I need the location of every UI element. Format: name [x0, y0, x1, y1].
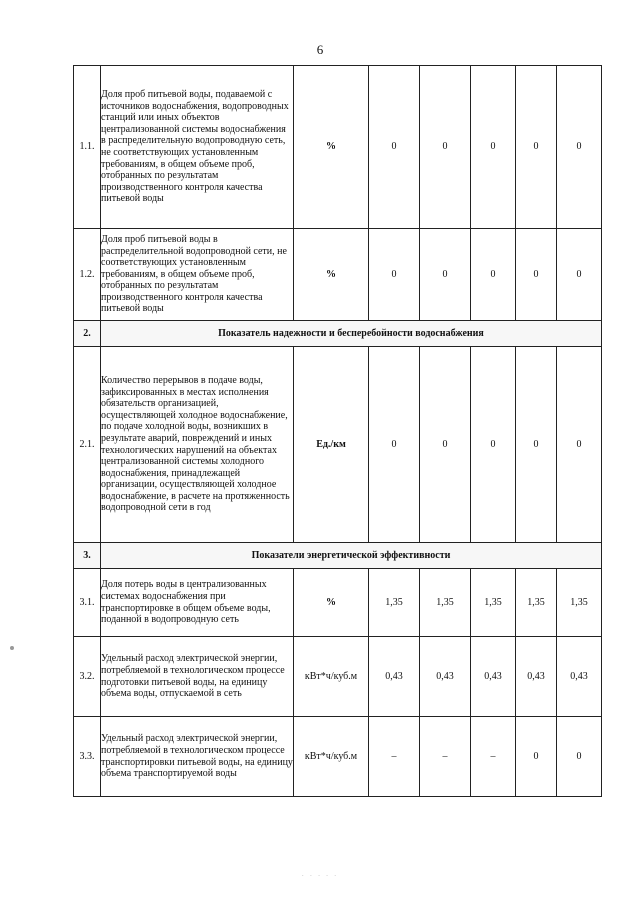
- section-row: [74, 543, 602, 569]
- unit-cell: %: [294, 569, 369, 637]
- row-number: 2.: [74, 321, 101, 347]
- value-cell: 0: [471, 229, 516, 321]
- margin-mark: [10, 646, 14, 650]
- value-cell: 0: [557, 229, 602, 321]
- section-row: [74, 321, 602, 347]
- value-cell: 0: [420, 66, 471, 229]
- value-cell: 0,43: [369, 637, 420, 717]
- indicator-row: [74, 229, 602, 321]
- row-number: 3.2.: [74, 637, 101, 717]
- value-cell: –: [420, 717, 471, 797]
- value-cell: 1,35: [420, 569, 471, 637]
- indicator-description: Доля потерь воды в централизованных системах водоснабжения при транспортировке в общем объеме воды, поданной в водопроводную сеть: [101, 569, 294, 637]
- value-cell: 0: [471, 347, 516, 543]
- row-number: 1.1.: [74, 66, 101, 229]
- indicator-row: [74, 569, 602, 637]
- value-cell: 1,35: [557, 569, 602, 637]
- row-number: 3.3.: [74, 717, 101, 797]
- indicator-description: Удельный расход электрической энергии, потребляемой в технологическом процессе подготовки питьевой воды, на единицу объема воды, отпускаемой в сеть: [101, 637, 294, 717]
- value-cell: 0,43: [516, 637, 557, 717]
- unit-cell: кВт*ч/куб.м: [294, 717, 369, 797]
- value-cell: 0: [557, 717, 602, 797]
- value-cell: 0: [557, 66, 602, 229]
- unit-cell: %: [294, 66, 369, 229]
- value-cell: 0: [369, 66, 420, 229]
- indicator-description: Удельный расход электрической энергии, потребляемой в технологическом процессе транспортировки питьевой воды, на единицу объема транспортируемой воды: [101, 717, 294, 797]
- footer-scan-marks: · · · · ·: [301, 872, 339, 880]
- section-title: Показатель надежности и бесперебойности водоснабжения: [101, 321, 602, 347]
- unit-cell: %: [294, 229, 369, 321]
- value-cell: 0: [516, 347, 557, 543]
- value-cell: 0: [557, 347, 602, 543]
- indicator-row: [74, 66, 602, 229]
- value-cell: 0: [516, 717, 557, 797]
- indicators-table: [73, 65, 602, 797]
- row-number: 1.2.: [74, 229, 101, 321]
- value-cell: 0: [369, 347, 420, 543]
- value-cell: 0: [471, 66, 516, 229]
- row-number: 3.1.: [74, 569, 101, 637]
- unit-cell: кВт*ч/куб.м: [294, 637, 369, 717]
- indicator-row: [74, 717, 602, 797]
- indicator-description: Доля проб питьевой воды, подаваемой с источников водоснабжения, водопроводных станций или иных объектов централизованной системы водоснабжения в распределительную водопроводную сеть, не соответствующих установленным требованиям, в общем объеме проб, отобранных по результатам производственного контроля качества питьевой воды: [101, 66, 294, 229]
- indicator-row: [74, 347, 602, 543]
- indicator-row: [74, 637, 602, 717]
- row-number: 3.: [74, 543, 101, 569]
- value-cell: 1,35: [369, 569, 420, 637]
- value-cell: 0: [420, 347, 471, 543]
- table-body: [74, 66, 602, 797]
- row-number: 2.1.: [74, 347, 101, 543]
- section-title: Показатели энергетической эффективности: [101, 543, 602, 569]
- value-cell: 0,43: [471, 637, 516, 717]
- value-cell: 0: [516, 229, 557, 321]
- value-cell: –: [369, 717, 420, 797]
- value-cell: 0: [516, 66, 557, 229]
- value-cell: 0: [369, 229, 420, 321]
- value-cell: 0,43: [557, 637, 602, 717]
- indicator-description: Количество перерывов в подаче воды, зафиксированных в местах исполнения обязательств организацией, осуществляющей холодное водоснабжение, по подаче холодной воды, возникших в результате аварий, повреждений и иных технологических нарушений на объектах централизованной системы холодного водоснабжения, принадлежащей организации, осуществляющей холодное водоснабжение, в расчете на протяженность водопроводной сети в год: [101, 347, 294, 543]
- value-cell: 1,35: [471, 569, 516, 637]
- page-number: 6: [316, 42, 324, 57]
- value-cell: –: [471, 717, 516, 797]
- value-cell: 0: [420, 229, 471, 321]
- value-cell: 1,35: [516, 569, 557, 637]
- unit-cell: Ед./км: [294, 347, 369, 543]
- value-cell: 0,43: [420, 637, 471, 717]
- indicator-description: Доля проб питьевой воды в распределительной водопроводной сети, не соответствующих установленным требованиям, в общем объеме проб, отобранных по результатам производственного контроля качества питьевой воды: [101, 229, 294, 321]
